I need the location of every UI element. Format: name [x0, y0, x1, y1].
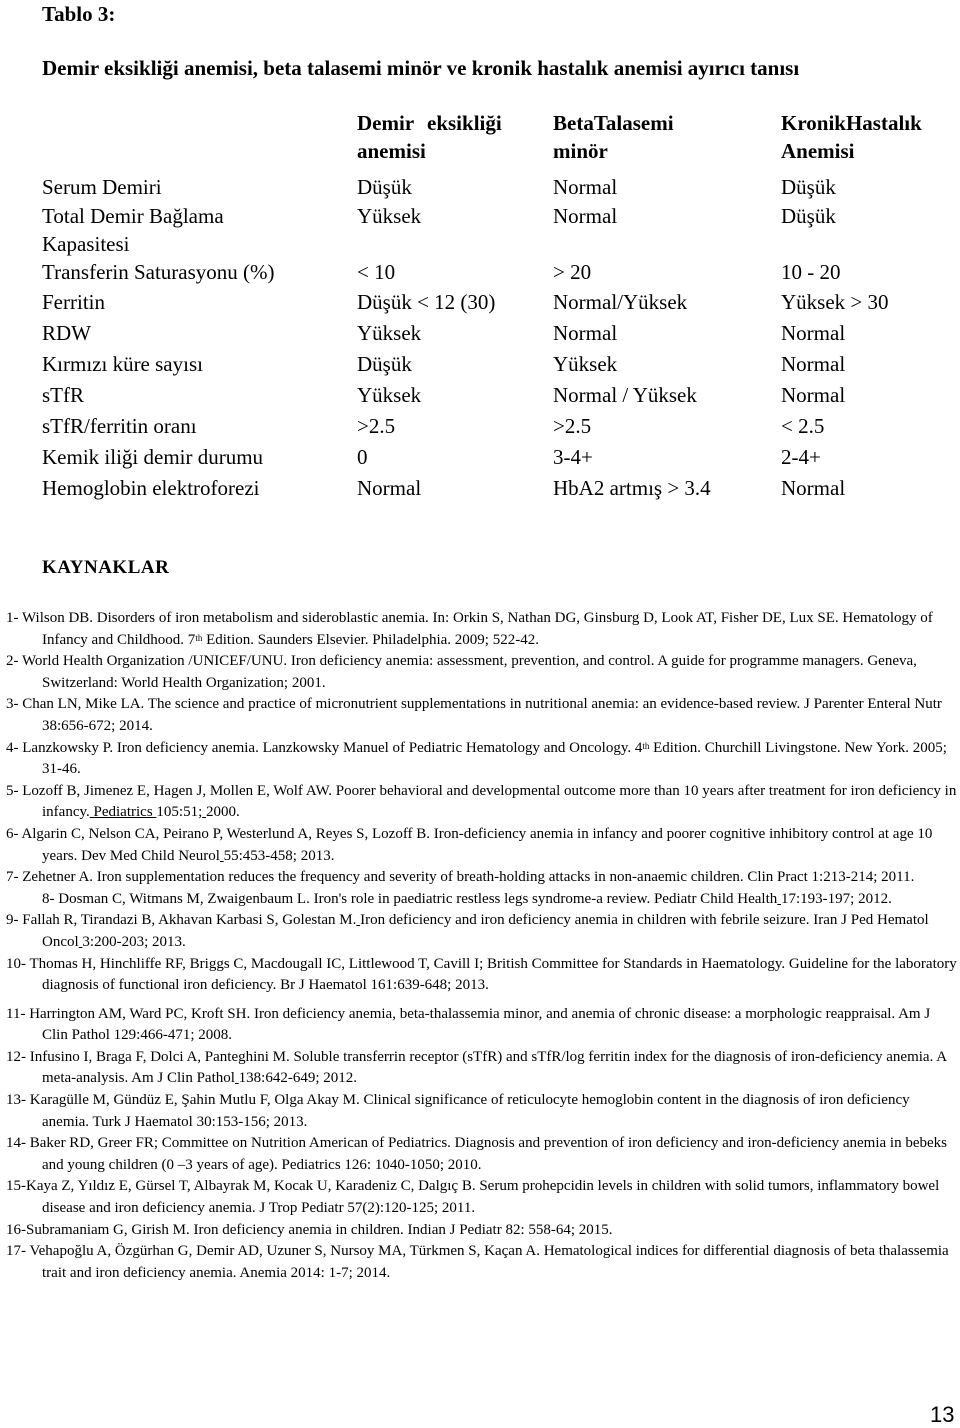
column-header-chronic-disease: KronikHastalık Anemisi [781, 111, 922, 163]
table-subtitle: Demir eksikliği anemisi, beta talasemi minör ve kronik hastalık anemisi ayırıcı tanısı [42, 56, 800, 80]
table-cell: 2-4+ [781, 445, 821, 469]
table-cell: < 10 [357, 260, 396, 284]
table-cell: Yüksek > 30 [781, 290, 889, 314]
table-cell: >2.5 [553, 414, 592, 438]
table-cell: Düşük [357, 352, 412, 376]
reference-item: 12- Infusino I, Braga F, Dolci A, Panteghini M. Soluble transferrin receptor (sTfR) and sTfR/log ferritin index for the diagnosis of iron-deficiency anemia. A meta-analysis. Am J Clin Pathol 138:642-649; 2012. [6, 1048, 947, 1087]
page-number: 13 [930, 1402, 955, 1427]
table-cell: 10 - 20 [781, 260, 841, 284]
row-label: RDW [42, 321, 91, 345]
table-cell: 3-4+ [553, 445, 593, 469]
column-header-iron-deficiency: Demir eksikliği anemisi [357, 111, 502, 163]
table-cell: Normal [553, 204, 618, 228]
table-cell: Yüksek [553, 352, 618, 376]
reference-item: 1- Wilson DB. Disorders of iron metabolism and sideroblastic anemia. In: Orkin S, Nathan DG, Ginsburg D, Look AT, Fisher DE, Lux SE. Hematology of Infancy and Childhood. 7th Edition. Saunders Elsevier. Philadelphia. 2009; 522-42. [6, 610, 933, 648]
table-cell: Normal [553, 321, 618, 345]
row-label: Transferin Saturasyonu (%) [42, 260, 275, 284]
reference-item: 9- Fallah R, Tirandazi B, Akhavan Karbasi S, Golestan M. Iron deficiency and iron deficiency anemia in children with febrile seizure. Iran J Ped Hematol Oncol 3:200-203; 2013. [6, 912, 929, 950]
row-label-continuation: Kapasitesi [42, 232, 130, 256]
table-cell: Düşük < 12 (30) [357, 290, 496, 314]
table-cell: Normal [781, 476, 846, 500]
table-cell: Normal [553, 175, 618, 199]
table-cell: HbA2 artmış > 3.4 [553, 476, 711, 500]
table-cell: Düşük [781, 204, 836, 228]
table-cell: Düşük [781, 175, 836, 199]
reference-item: 6- Algarin C, Nelson CA, Peirano P, Westerlund A, Reyes S, Lozoff B. Iron-deficiency anemia in infancy and poorer cognitive inhibitory control at age 10 years. Dev Med Child Neurol 55:453-458; 2013. [6, 825, 933, 864]
row-label: sTfR [42, 383, 84, 407]
table-cell: >2.5 [357, 414, 396, 438]
reference-item: 17- Vehapoğlu A, Özgürhan G, Demir AD, Uzuner S, Nursoy MA, Türkmen S, Kaçan A. Hematological indices for differential diagnosis of beta thalassemia trait and iron deficiency anemia. Anemia 2014: 1-7; 2014. [6, 1243, 949, 1281]
row-label: Kemik iliği demir durumu [42, 445, 264, 469]
row-label: sTfR/ferritin oranı [42, 414, 197, 438]
reference-item: 3- Chan LN, Mike LA. The science and practice of micronutrient supplementations in nutritional anemia: an evidence-based review. J Parenter Enteral Nutr 38:656-672; 2014. [6, 696, 942, 734]
table-cell: Normal / Yüksek [553, 383, 697, 407]
table-cell: Düşük [357, 175, 412, 199]
reference-item: 13- Karagülle M, Gündüz E, Şahin Mutlu F, Olga Akay M. Clinical significance of reticulocyte hemoglobin content in the diagnosis of iron deficiency anemia. Turk J Haematol 30:153-156; 2013. [6, 1092, 910, 1130]
reference-item: 4- Lanzkowsky P. Iron deficiency anemia. Lanzkowsky Manuel of Pediatric Hematology and Oncology. 4th Edition. Churchill Livingstone. New York. 2005; 31-46. [6, 739, 947, 778]
table-cell: Normal [357, 476, 422, 500]
table-cell: Yüksek [357, 204, 422, 228]
table-cell: Normal [781, 321, 846, 345]
row-label: Hemoglobin elektroforezi [42, 476, 260, 500]
reference-item: 15-Kaya Z, Yıldız E, Gürsel T, Albayrak M, Kocak U, Karadeniz C, Dalgıç B. Serum prohepcidin levels in children with solid tumors, inflammatory bowel disease and iron deficiency anemia. J Trop Pediatr 57(2):120-125; 2011. [6, 1178, 940, 1217]
row-label: Total Demir Bağlama [42, 204, 224, 228]
row-label: Kırmızı küre sayısı [42, 352, 203, 376]
table-cell: Normal/Yüksek [553, 290, 688, 314]
reference-item: 16-Subramaniam G, Girish M. Iron deficiency anemia in children. Indian J Pediatr 82: 558-64; 2015. [6, 1221, 613, 1238]
reference-item: 10- Thomas H, Hinchliffe RF, Briggs C, Macdougall IC, Littlewood T, Cavill I; British Committee for Standards in Haematology. Guideline for the laboratory diagnosis of functional iron deficiency. Br J Haematol 161:639-648; 2013. [6, 955, 957, 994]
table-cell: Yüksek [357, 383, 422, 407]
table-cell: 0 [357, 445, 368, 469]
table-cell: Normal [781, 383, 846, 407]
reference-item: 14- Baker RD, Greer FR; Committee on Nutrition American of Pediatrics. Diagnosis and prevention of iron deficiency and iron-deficiency anemia in bebeks and young children (0 –3 years of age). Pediatrics 126: 1040-1050; 2010. [6, 1135, 947, 1173]
reference-list [6, 608, 958, 1284]
reference-item: 8- Dosman C, Witmans M, Zwaigenbaum L. Iron's role in paediatric restless legs syndrome-a review. Pediatr Child Health 17:193-197; 2012. [42, 890, 892, 907]
row-label: Ferritin [42, 290, 105, 314]
table-cell: < 2.5 [781, 414, 825, 438]
reference-item: 7- Zehetner A. Iron supplementation reduces the frequency and severity of breath-holding attacks in non-anaemic children. Clin Pract 1:213-214; 2011. [6, 869, 915, 886]
table-cell: > 20 [553, 260, 592, 284]
row-label: Serum Demiri [42, 175, 162, 199]
reference-item: 11- Harrington AM, Ward PC, Kroft SH. Iron deficiency anemia, beta-thalassemia minor, and anemia of chronic disease: a morphologic reappraisal. Am J Clin Pathol 129:466-471; 2008. [6, 1005, 931, 1044]
table-caption: Tablo 3: [42, 2, 116, 26]
references-heading: KAYNAKLAR [42, 557, 170, 578]
reference-item: 5- Lozoff B, Jimenez E, Hagen J, Mollen E, Wolf AW. Poorer behavioral and developmental outcome more than 10 years after treatment for iron deficiency in infancy. Pediatrics 105:51; 2000. [6, 782, 957, 821]
table-cell: Normal [781, 352, 846, 376]
column-header-beta-thalassemia: BetaTalasemi minör [553, 111, 674, 163]
table-cell: Yüksek [357, 321, 422, 345]
reference-item: 2- World Health Organization /UNICEF/UNU. Iron deficiency anemia: assessment, prevention, and control. A guide for programme managers. Geneva, Switzerland: World Health Organization; 2001. [6, 653, 917, 691]
